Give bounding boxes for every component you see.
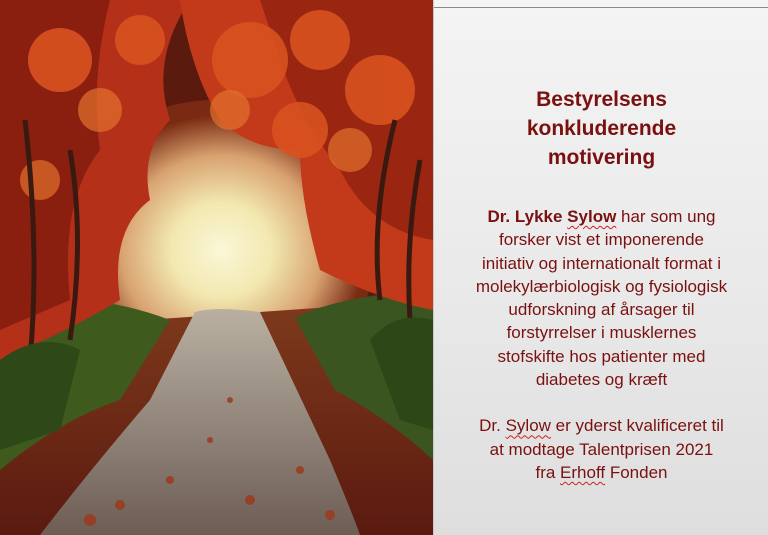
paragraph-line: diabetes og kræft (535, 370, 668, 390)
text-panel (433, 0, 768, 535)
paragraph-line: Dr. Lykke Sylow har som ung (487, 207, 716, 226)
paragraph-gap (444, 391, 759, 414)
paragraph-line: Dr. Sylow er yderst kvalificeret til (479, 416, 724, 436)
paragraph-line: forstyrrelser i musklernes (506, 323, 697, 343)
title-line: motivering (547, 146, 656, 169)
paragraph-line: stofskifte hos patienter med (497, 346, 706, 366)
paragraph-line: fra Erhoff Fonden (535, 462, 668, 482)
laureate-surname: Sylow (567, 207, 617, 226)
paragraph-line: udforskning af årsager til (508, 300, 695, 320)
title-line: Bestyrelsens (536, 88, 667, 111)
paragraph-line: forsker vist et imponerende (498, 230, 705, 250)
paragraph-line: initiativ og internationalt format i (481, 253, 722, 273)
laureate-surname: Sylow (505, 416, 551, 436)
slide-title (434, 85, 768, 172)
foundation-name: Erhoff (560, 462, 606, 482)
paragraph-line: molekylærbiologisk og fysiologisk (475, 276, 728, 296)
laureate-name: Dr. Lykke Sylow (487, 207, 617, 226)
paragraph-line: at modtage Talentprisen 2021 (489, 439, 714, 459)
title-line: konkluderende (526, 117, 677, 140)
motivation-text (444, 205, 759, 484)
divider-line (434, 7, 768, 8)
